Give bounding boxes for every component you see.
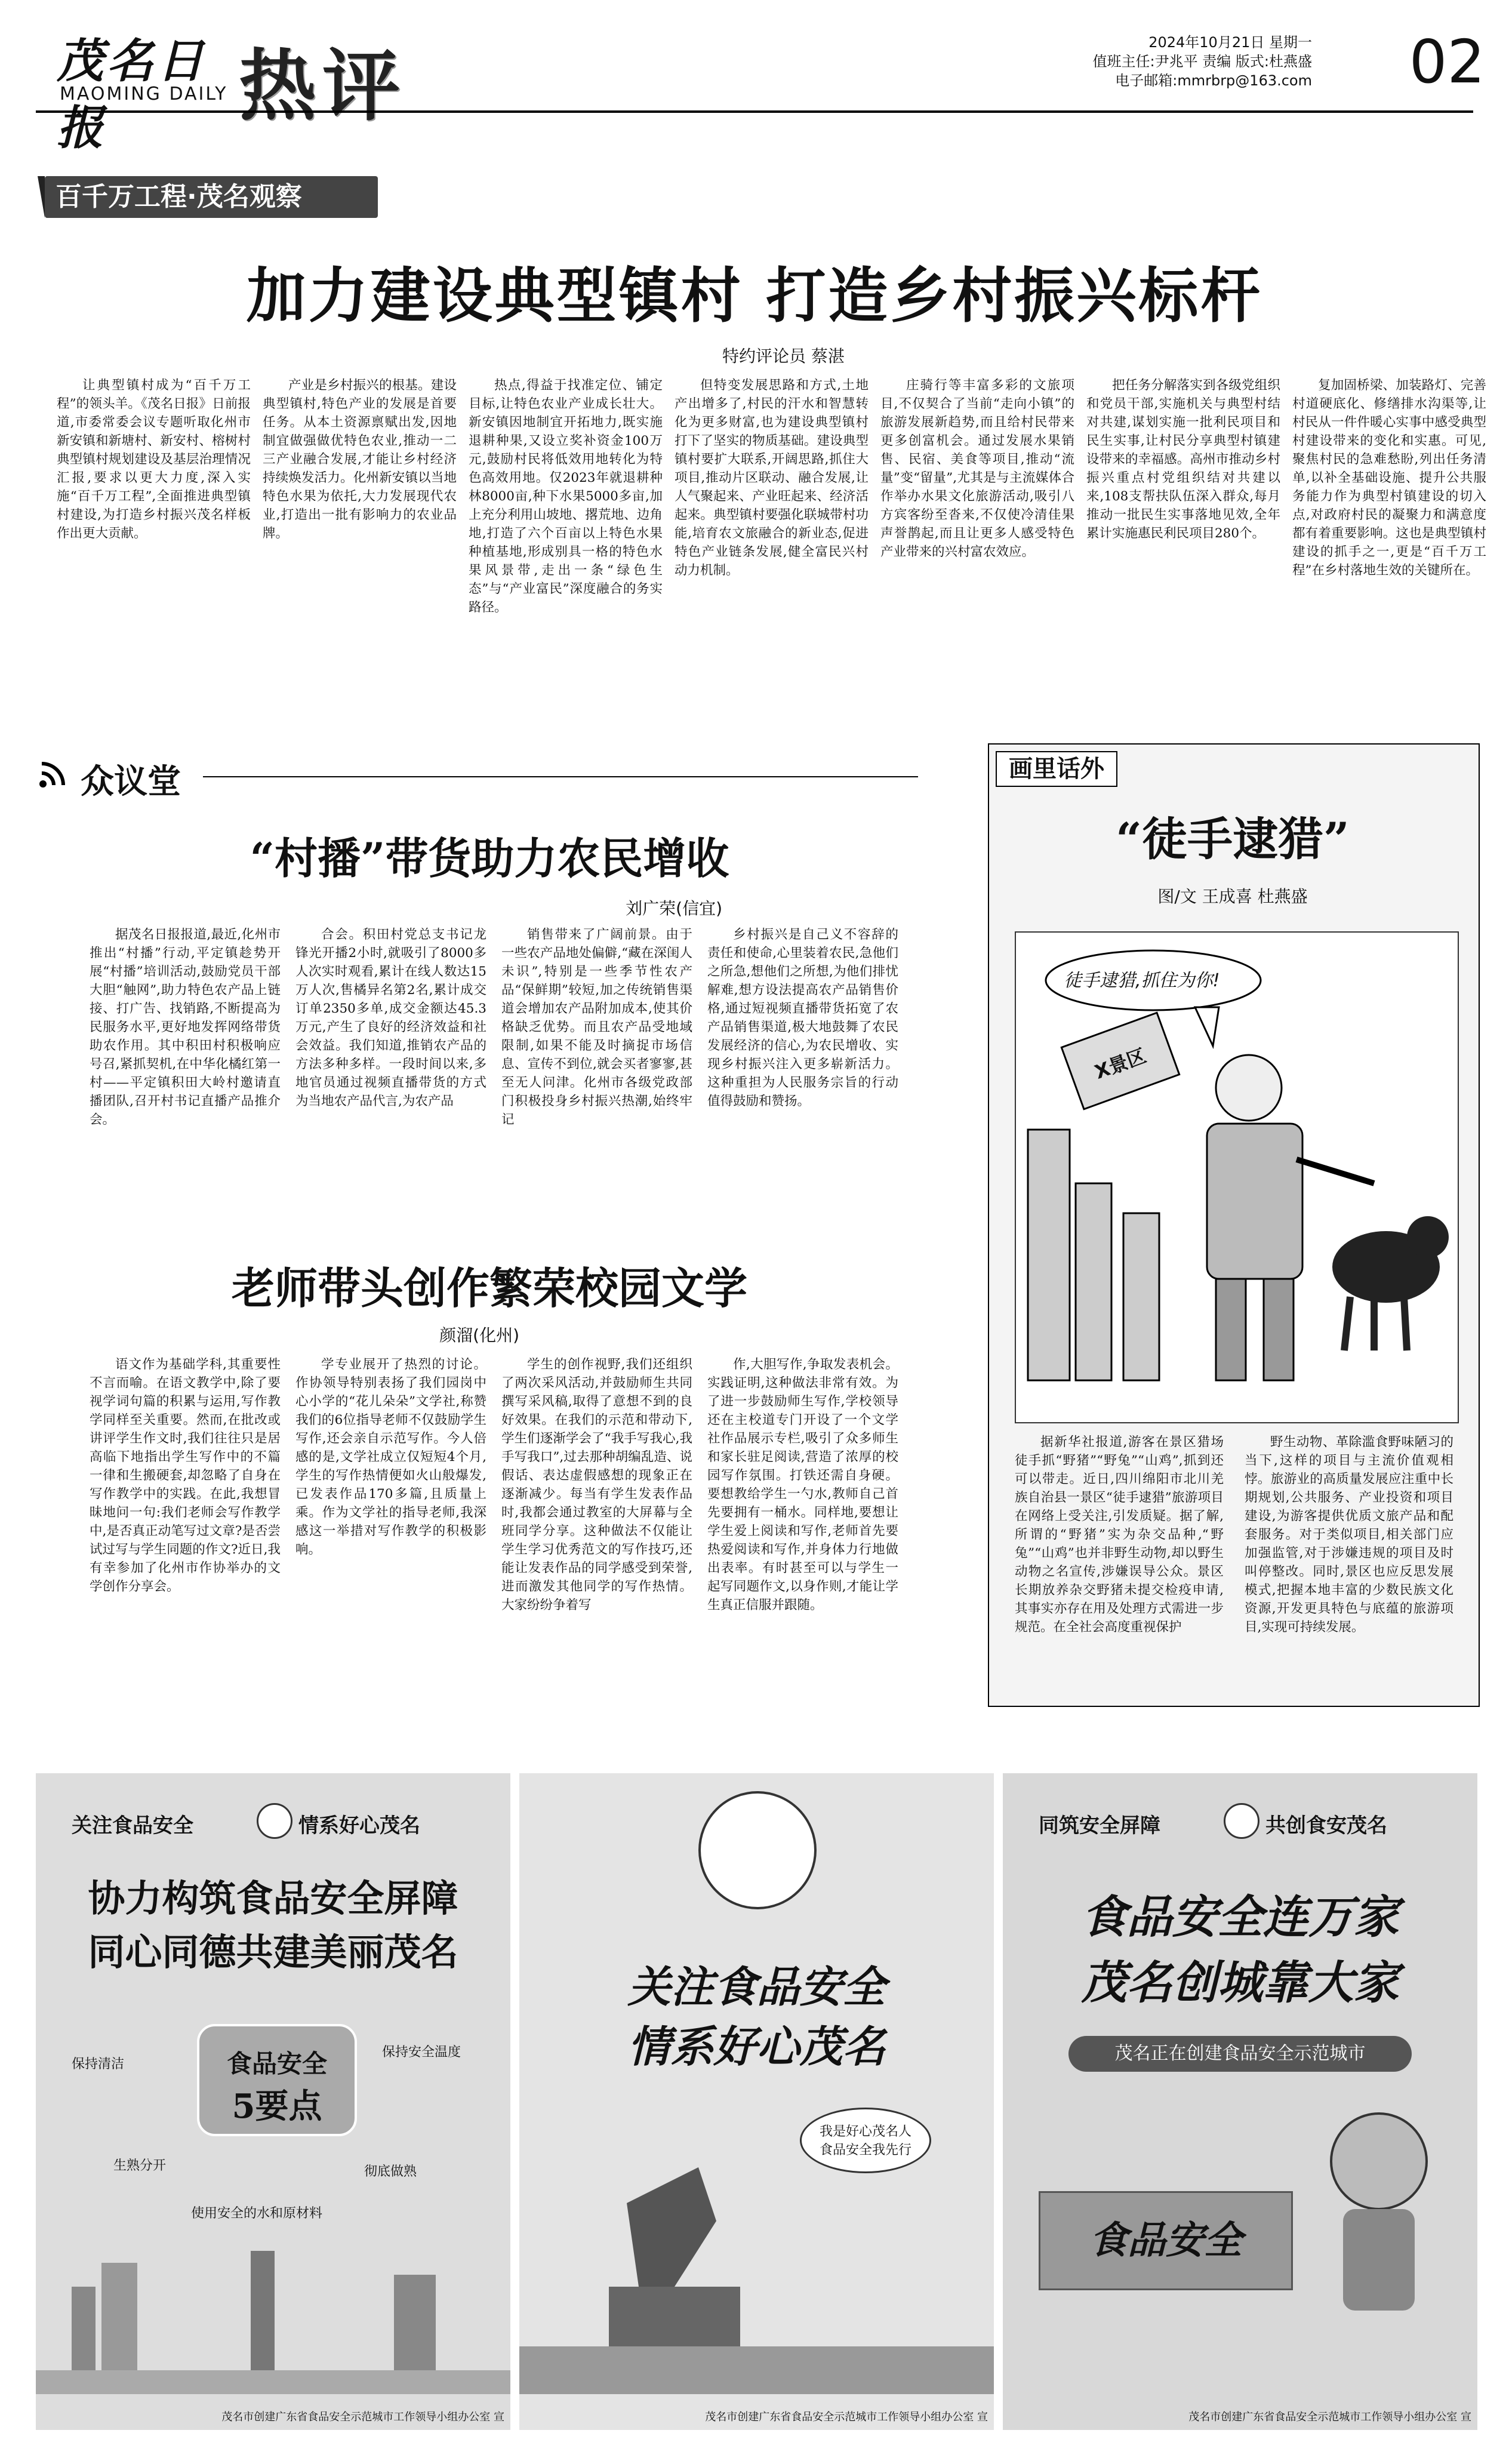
point-5: 使用安全的水和原材料	[191, 2206, 323, 2221]
ad-food-safety-2	[519, 1773, 994, 2430]
forum-article2-title: 老师带头创作繁荣校园文学	[231, 1263, 747, 1313]
ad3-title-1: 食品安全连万家	[1081, 1890, 1399, 1943]
point-4: 彻底做熟	[364, 2164, 417, 2179]
forum-article2-column-2: 学专业展开了热烈的讨论。作协领导特别表扬了我们园岗中心小学的“花儿朵朵”文学社,称赞我们的6位指导老师不仅鼓励学生写作,还会亲自示范写作。今人倍感的是,文学社成立仅短短4个月,学生的写作热情便如火山般爆发,已发表作品170多篇,且质量上乘。作为文学社的指导老师,我深感这一举措对写作教学的积极影响。	[295, 1357, 486, 1557]
point-1: 保持清洁	[72, 2057, 125, 2072]
newspaper-logo-en: MAOMING DAILY	[60, 84, 228, 104]
point-3: 生熟分开	[113, 2158, 167, 2173]
ad-food-safety-3	[1003, 1773, 1477, 2430]
section-title: 热评	[239, 40, 406, 131]
forum-article2-column-4: 作,大胆写作,争取发表机会。实践证明,这种做法非常有效。为了进一步鼓励师生写作,学校领导还在主校道专门开设了一个文学社作品展示专栏,吸引了众多师生和家长驻足阅读,营造了浓厚的校园写作氛围。打铁还需自身硬。要想教给学生一勺水,教师自己首先要拥有一桶水。同样地,要想让学生爱上阅读和写作,老师首先要热爱阅读和写作,并身体力行地做出表率。有时甚至可以与学生一起写同题作文,以身作则,才能让学生真正信服并跟随。	[707, 1357, 898, 1613]
cartoon-column-2: 野生动物、革除滥食野味陋习的当下,这样的项目与主流价值观相悖。旅游业的高质量发展应注重中长期规划,公共服务、产业投资和项目建设,为游客提供优质文旅产品和配套服务。对于类似项目,相关部门应加强监管,对于涉嫌违规的项目及时叫停整改。同时,景区也应反思发展模式,把握本地丰富的少数民族文化资源,开发更具特色与底蕴的旅游项目,实现可持续发展。	[1245, 1435, 1453, 1635]
ad3-tagline-right: 共创食安茂名	[1265, 1814, 1387, 1838]
badge-line2: 5要点	[232, 2087, 322, 2126]
lead-column-2: 产业是乡村振兴的根基。建设典型镇村,特色产业的发展是首要任务。从本土资源禀赋出发,因地制宜做强做优特色农业,推动一二三产业融合发展,才能让乡村经济持续焕发活力。化州新安镇以当地特色水果为依托,大力发展现代农业,打造出一批有影响力的农业品牌。	[263, 378, 457, 541]
forum-article1-column-2: 合会。积田村党总支书记龙锋光开播2小时,就吸引了8000多人次实时观看,累计在线人数达15万人次,售橘异名第2名,累计成交订单2350多单,成交金额达45.3万元,产生了良好的经济效益和社会效益。我们知道,推销农产品的方法多种多样。一段时间以来,多地官员通过视频直播带货的方式为当地农产品代言,为农产品	[295, 927, 486, 1109]
cartoon-byline: 图/文 王成喜 杜燕盛	[1157, 887, 1308, 906]
forum-article1-column-1: 据茂名日报报道,最近,化州市推出“村播”行动,平定镇趁势开展“村播”培训活动,鼓励党员干部大胆“触网”,助力特色农产品上链接、打广告、找销路,不断提高为民服务水平,更好地发挥网络带货助农作用。其中积田村积极响应号召,紧抓契机,在中华化橘红第一村——平定镇积田大岭村邀请直播团队,召开村书记直播产品推介会。	[90, 927, 281, 1127]
ad1-title-1: 协力构筑食品安全屏障	[88, 1877, 458, 1920]
ad2-title-1: 关注食品安全	[627, 1961, 886, 2012]
ad3-wall-text: 食品安全	[1039, 2191, 1293, 2290]
ad3-tagline-left: 同筑安全屏障	[1039, 1814, 1160, 1838]
forum-icon	[36, 755, 72, 793]
lead-column-6: 把任务分解落实到各级党组织和党员干部,实施机关与典型村结对共建,谋划实施一批利民项目和民生实事,让村民分享典型村镇建设带来的幸福感。高州市推动乡村振兴重点村党组织结对共建以来,108支帮扶队伍深入群众,每月推动一批民生实事落地见效,全年累计实施惠民利民项目280个。	[1086, 378, 1280, 541]
ad1-tagline-left: 关注食品安全	[72, 1814, 193, 1838]
forum-label: 众议堂	[81, 762, 181, 801]
cartoon-sign: X景区	[1091, 1044, 1150, 1084]
page-number: 02	[1409, 27, 1485, 97]
ad3-title-2: 茂名创城靠大家	[1081, 1956, 1399, 2009]
forum-article1-title: “村播”带货助力农民增收	[250, 833, 729, 884]
ad3-banner: 茂名正在创建食品安全示范城市	[1068, 2036, 1412, 2072]
ad2-footer: 茂名市创建广东省食品安全示范城市工作领导小组办公室 宣	[705, 2411, 988, 2423]
emblem-icon	[1224, 1803, 1259, 1839]
cartoon-title: “徒手逮猎”	[1116, 813, 1350, 866]
emblem-icon	[257, 1803, 292, 1839]
forum-article1-column-4: 乡村振兴是自己义不容辞的责任和使命,心里装着农民,急他们之所急,想他们之所想,为他们排忧解难,想方设法提高农产品销售价格,通过短视频直播带货拓宽了农产品销售渠道,极大地鼓舞了农民发展经济的信心,为农民增收、实现乡村振兴注入更多崭新活力。这种重担为人民服务宗旨的行动值得鼓励和赞扬。	[707, 927, 898, 1109]
city-skyline-image	[36, 2239, 510, 2394]
cartoon-label: 画里话外	[996, 751, 1117, 787]
ad3-footer: 茂名市创建广东省食品安全示范城市工作领导小组办公室 宣	[1188, 2411, 1471, 2423]
emblem-icon	[698, 1791, 817, 1909]
statue-image	[519, 2131, 994, 2394]
issue-date: 2024年10月21日 星期一	[1148, 34, 1312, 51]
badge-line1: 食品安全	[226, 2049, 327, 2078]
column-tag: 百千万工程·茂名观察	[45, 176, 378, 218]
cartoon-speech: 徒手逮猎,抓住为你!	[1064, 970, 1220, 991]
forum-rule	[203, 776, 918, 777]
forum-article1-byline: 刘广荣(信宜)	[626, 899, 722, 918]
ad1-title-2: 同心同德共建美丽茂名	[88, 1930, 458, 1974]
masthead-meta	[1093, 33, 1312, 90]
lead-column-3: 热点,得益于找准定位、铺定目标,让特色农业产业成长壮大。新安镇因地制宜开拓地力,既实施退耕种果,又设立奖补资金100万元,鼓励村民将低效用地转化为特色高效用地。仅2023年就退耕种林8000亩,种下水果5000多亩,加上充分利用山坡地、撂荒地、边角地,打造了六个百亩以上特色水果种植基地,形成别具一格的特色水果风景带,走出一条“绿色生态”与“产业富民”深度融合的务实路径。	[469, 378, 663, 615]
forum-article2-column-1: 语文作为基础学科,其重要性不言而喻。在语文教学中,除了要视学词句篇的积累与运用,写作教学同样至关重要。然而,在批改或讲评学生作文时,我们往往只是居高临下地指出学生写作中的不篇一律和生搬硬套,却忽略了自身在写作教学中的实践。在此,我想冒昧地问一句:我们老师会写作教学中,是否真正动笔写过文章?是否尝试过写与学生同题的作文?近日,我有幸参加了化州市作协举办的文学创作分享会。	[90, 1357, 281, 1594]
safety-badge	[197, 2024, 357, 2136]
contact-email: 电子邮箱:mmrbrp@163.com	[1115, 72, 1312, 89]
point-2: 保持安全温度	[382, 2045, 461, 2060]
lead-byline: 特约评论员 蔡湛	[722, 346, 845, 366]
ad1-tagline-right: 情系好心茂名	[298, 1814, 420, 1838]
cartoon-illustration	[1015, 931, 1459, 1423]
ad2-title-2: 情系好心茂名	[627, 2021, 886, 2072]
lead-column-1: 让典型镇村成为“百千万工程”的领头羊。《茂名日报》日前报道,市委常委会议专题听取化州市新安镇和新塘村、新安村、榕树村典型镇村规划建设及基层治理情况汇报,要求以更大力度,深入实施“百千万工程”,全面推进典型镇村建设,为打造乡村振兴茂名样板作出更大贡献。	[57, 378, 251, 541]
lead-column-4: 但特变发展思路和方式,土地产出增多了,村民的汗水和智慧转化为更多财富,也为建设典型镇村打下了坚实的物质基础。建设典型镇村要扩大联系,开阔思路,抓住大项目,推动片区联动、融合发展,让人气聚起来、产业旺起来、经济活起来。典型镇村要强化联城带村功能,培育农文旅融合的新业态,促进特色产业链条发展,健全富民兴村动力机制。	[675, 378, 869, 578]
forum-article1-column-3: 销售带来了广阔前景。由于一些农产品地处偏僻,“藏在深闺人未识”,特别是一些季节性农产品“保鲜期”较短,加之传统销售渠道会增加农产品附加成本,使其价格缺乏优势。而且农产品受地域限制,如果不能及时摘捉市场信息、宣传不到位,就会买者寥寥,甚至无人问津。化州市各级党政部门积极投身乡村振兴热潮,始终牢记	[501, 927, 692, 1127]
editors-credit: 值班主任:尹兆平 责编 版式:杜燕盛	[1092, 53, 1312, 70]
cartoon-child-image	[1301, 2108, 1456, 2334]
ad-food-safety-1	[36, 1773, 510, 2430]
forum-article2-byline: 颜溜(化州)	[439, 1325, 519, 1345]
forum-article2-column-3: 学生的创作视野,我们还组织了两次采风活动,并鼓励师生共同撰写采风稿,取得了意想不到的良好效果。在我们的示范和带动下,学生们逐渐学会了“我手写我心,我手写我口”,过去那种胡编乱造、说假话、表达虚假感想的现象正在逐渐减少。每当有学生发表作品时,我都会通过教室的大屏幕与全班同学分享。这种做法不仅能让学生学习优秀范文的写作技巧,还能让发表作品的同学感受到荣誉,进而激发其他同学的写作热情。大家纷纷争着写	[501, 1357, 692, 1613]
lead-column-7: 复加固桥梁、加装路灯、完善村道硬底化、修缮排水沟渠等,让村民从一件件暖心实事中感受典型村建设带来的变化和实惠。可见,聚焦村民的急难愁盼,列出任务清单,以补全基础设施、提升公共服务能力作为典型村镇建设的切入点,对政府村民的凝聚力和满意度都有着重要影响。这也是典型镇村建设的抓手之一,更是“百千万工程”在乡村落地生效的关键所在。	[1292, 378, 1486, 578]
lead-headline: 加力建设典型镇村 打造乡村振兴标杆	[246, 260, 1263, 331]
newspaper-logo: 茂名日报	[57, 34, 208, 155]
cartoon-column-1: 据新华社报道,游客在景区猎场徒手抓“野猪”“野兔”“山鸡”,抓到还可以带走。近日,四川绵阳市北川羌族自治县一景区“徒手逮猎”旅游项目在网络上受关注,引发质疑。据了解,所谓的“野猪”实为杂交品种,“野兔”“山鸡”也并非野生动物,却以野生动物之名宣传,涉嫌误导公众。景区长期放养杂交野猪未提交检疫申请,其事实亦存在用及处理方式需进一步规范。在全社会高度重视保护	[1015, 1435, 1224, 1635]
ad1-footer: 茂名市创建广东省食品安全示范城市工作领导小组办公室 宣	[221, 2411, 504, 2423]
lead-column-5: 庄骑行等丰富多彩的文旅项目,不仅契合了当前“走向小镇”的旅游发展新趋势,而且给村民带来更多创富机会。通过发展水果销售、民宿、美食等项目,推动“流量”变“留量”,尤其是与主流媒体合作举办水果文化旅游活动,吸引八方宾客纷至沓来,不仅使冷清佳果声誉鹊起,而且让更多人感受特色产业带来的兴村富农效应。	[880, 378, 1074, 559]
ad2-speech-bubble: 我是好心茂名人 食品安全我先行	[800, 2108, 931, 2173]
masthead-rule	[36, 110, 1473, 113]
